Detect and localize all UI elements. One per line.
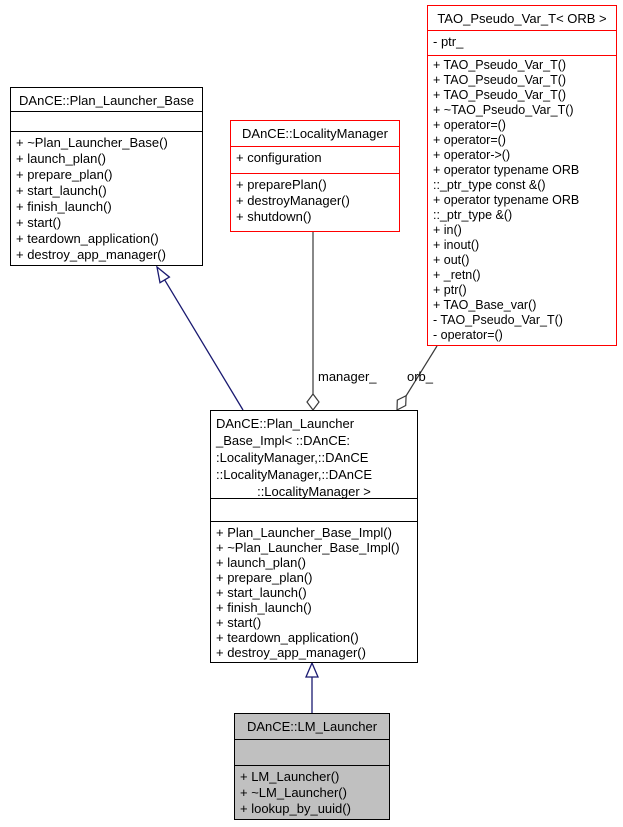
class-name-line: DAnCE::Plan_Launcher	[216, 416, 355, 431]
member-line: + configuration	[236, 150, 322, 165]
class-attributes	[211, 498, 417, 521]
class-methods	[11, 131, 202, 265]
member-line: + LM_Launcher()	[240, 769, 340, 784]
member-line: - TAO_Pseudo_Var_T()	[433, 313, 563, 327]
member-line: + destroy_app_manager()	[16, 247, 166, 262]
member-line: + prepare_plan()	[216, 570, 313, 585]
inheritance-edge-impl-to-plan-launcher-base	[157, 267, 243, 410]
class-title	[211, 411, 417, 498]
member-line: + start_launch()	[16, 183, 107, 198]
member-line: + operator typename ORB	[433, 163, 580, 177]
class-plan-launcher-base[interactable]	[10, 87, 203, 266]
member-line: + Plan_Launcher_Base_Impl()	[216, 525, 392, 540]
class-locality-manager[interactable]	[230, 120, 400, 232]
class-attributes	[11, 111, 202, 131]
member-line: + start()	[16, 215, 62, 230]
class-title	[428, 6, 616, 30]
member-line: + finish_launch()	[16, 199, 112, 214]
member-line: + prepare_plan()	[16, 167, 113, 182]
class-title	[235, 714, 389, 739]
member-line: + destroy_app_manager()	[216, 645, 366, 660]
member-line: + teardown_application()	[216, 630, 359, 645]
member-line: ::_ptr_type const &()	[433, 178, 546, 192]
member-line: + ~TAO_Pseudo_Var_T()	[433, 103, 574, 117]
member-line: + TAO_Pseudo_Var_T()	[433, 73, 567, 87]
member-line: + out()	[433, 253, 470, 267]
member-line: + launch_plan()	[216, 555, 306, 570]
edge-label-manager: manager_	[318, 369, 377, 384]
member-line: ::_ptr_type &()	[433, 208, 513, 222]
member-line: + operator=()	[433, 133, 506, 147]
class-name-line: DAnCE::LocalityManager	[242, 126, 388, 141]
member-line: + ~Plan_Launcher_Base()	[16, 135, 168, 150]
class-title	[11, 88, 202, 111]
class-tao-pseudo-var-t[interactable]	[427, 5, 617, 346]
class-methods	[235, 765, 389, 819]
member-line: + lookup_by_uuid()	[240, 801, 351, 816]
class-name-line: :LocalityManager,::DAnCE	[216, 450, 369, 465]
class-attributes	[235, 739, 389, 765]
member-line: + preparePlan()	[236, 177, 327, 192]
class-plan-launcher-base-impl[interactable]	[210, 410, 418, 663]
inheritance-edge-lm-launcher-to-impl	[306, 663, 318, 713]
member-line: + _retn()	[433, 268, 481, 282]
member-line: + finish_launch()	[216, 600, 312, 615]
member-line: + teardown_application()	[16, 231, 159, 246]
member-line: + operator=()	[433, 118, 506, 132]
class-attributes	[428, 30, 616, 55]
member-line: + destroyManager()	[236, 193, 350, 208]
class-title	[231, 121, 399, 146]
member-line: + start_launch()	[216, 585, 307, 600]
member-line: + operator typename ORB	[433, 193, 580, 207]
member-line: + TAO_Pseudo_Var_T()	[433, 88, 567, 102]
class-attributes	[231, 146, 399, 173]
class-name-line: ::LocalityManager >	[257, 484, 371, 499]
member-line: + start()	[216, 615, 262, 630]
class-lm-launcher[interactable]	[234, 713, 390, 820]
class-name-line: DAnCE::LM_Launcher	[246, 719, 378, 734]
class-methods	[211, 521, 417, 662]
member-line: + ~LM_Launcher()	[240, 785, 347, 800]
member-line: + inout()	[433, 238, 480, 252]
member-line: - operator=()	[433, 328, 503, 342]
class-name-line: _Base_Impl< ::DAnCE:	[216, 433, 351, 448]
member-line: - ptr_	[433, 33, 464, 49]
member-line: + ptr()	[433, 283, 467, 297]
class-name-line: ::LocalityManager,::DAnCE	[216, 467, 373, 482]
member-line: + TAO_Pseudo_Var_T()	[433, 58, 567, 72]
member-line: + shutdown()	[236, 209, 312, 224]
member-line: + operator->()	[433, 148, 511, 162]
edge-label-orb: orb_	[407, 369, 434, 384]
member-line: + launch_plan()	[16, 151, 106, 166]
member-line: + in()	[433, 223, 462, 237]
class-name-line: DAnCE::Plan_Launcher_Base	[19, 93, 194, 108]
member-line: + TAO_Base_var()	[433, 298, 537, 312]
member-line: + ~Plan_Launcher_Base_Impl()	[216, 540, 400, 555]
class-methods	[231, 173, 399, 231]
class-methods	[428, 55, 616, 345]
class-name-line: TAO_Pseudo_Var_T< ORB >	[437, 11, 607, 26]
